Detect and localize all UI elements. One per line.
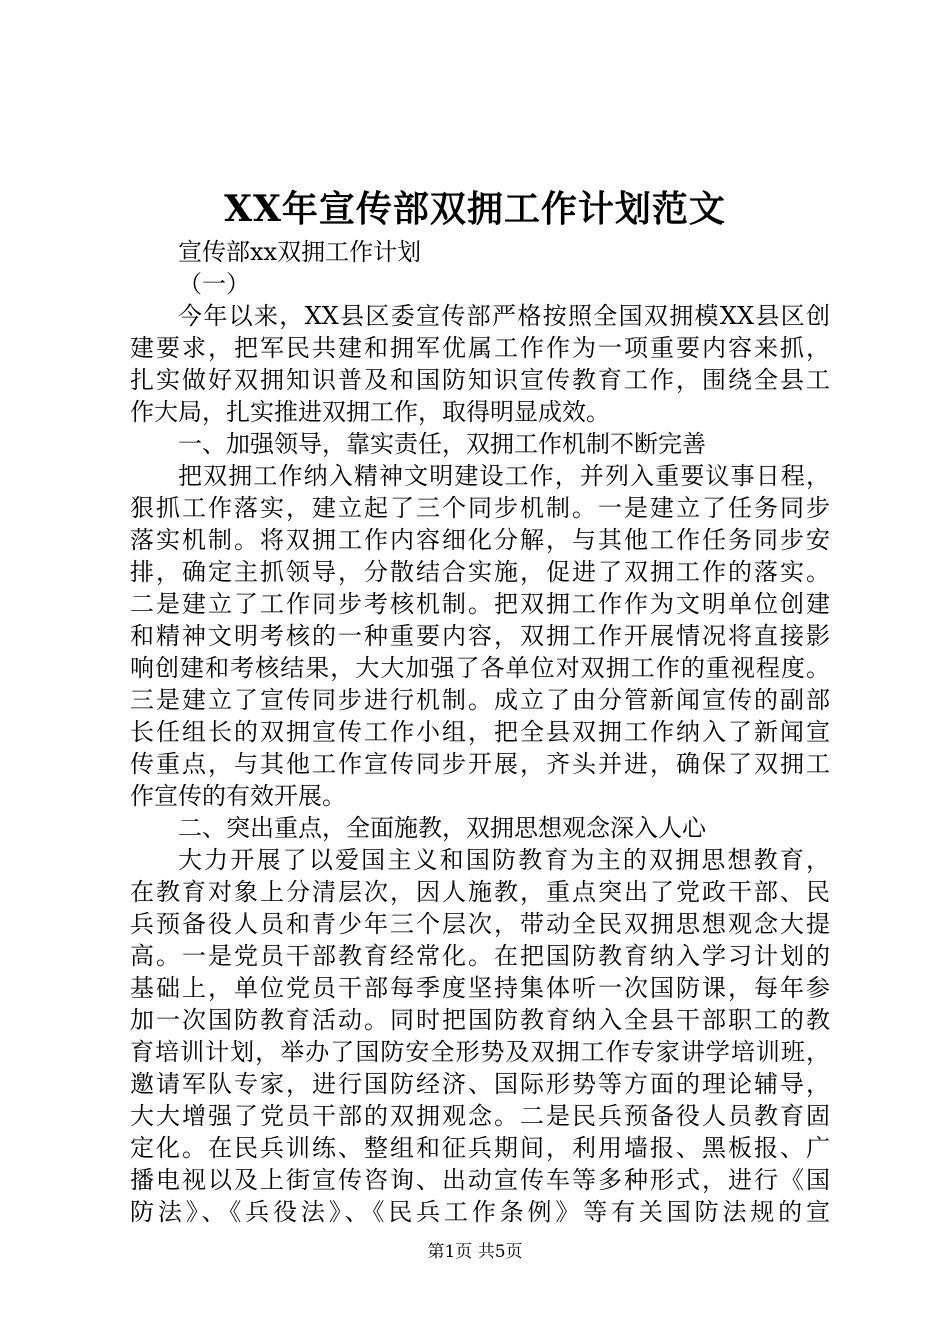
text-line: 邀请军队专家，进行国防经济、国际形势等方面的理论辅导，: [130, 1070, 830, 1098]
text-line: 定化。在民兵训练、整组和征兵期间，利用墙报、黑板报、广: [130, 1134, 830, 1162]
text-line: 传重点，与其他工作宣传同步开展，齐头并进，确保了双拥工: [130, 750, 830, 778]
part-marker: （一）: [178, 270, 250, 298]
text-line: 作宣传的有效开展。: [130, 782, 346, 810]
text-line: 扎实做好双拥知识普及和国防知识宣传教育工作，围绕全县工: [130, 366, 830, 394]
text-line: 防法》、《兵役法》、《民兵工作条例》等有关国防法规的宣: [130, 1198, 830, 1226]
subtitle: 宣传部xx双拥工作计划: [178, 238, 422, 266]
text-line: 和精神文明考核的一种重要内容，双拥工作开展情况将直接影: [130, 622, 830, 650]
text-line: 排，确定主抓领导，分散结合实施，促进了双拥工作的落实。: [130, 558, 830, 586]
text-line: 狠抓工作落实，建立起了三个同步机制。一是建立了任务同步: [130, 494, 830, 522]
text-line: 落实机制。将双拥工作内容细化分解，与其他工作任务同步安: [130, 526, 830, 554]
text-line: 作大局，扎实推进双拥工作，取得明显成效。: [130, 398, 610, 426]
document-body: [130, 236, 830, 1228]
text-line: 二是建立了工作同步考核机制。把双拥工作作为文明单位创建: [130, 590, 830, 618]
text-line: 兵预备役人员和青少年三个层次，带动全民双拥思想观念大提: [130, 910, 830, 938]
text-line: 高。一是党员干部教育经常化。在把国防教育纳入学习计划的: [130, 942, 830, 970]
text-line: 播电视以及上街宣传咨询、出动宣传车等多种形式，进行《国: [130, 1166, 830, 1194]
section-heading: 一、加强领导，靠实责任，双拥工作机制不断完善: [178, 430, 706, 458]
text-line: 建要求，把军民共建和拥军优属工作作为一项重要内容来抓，: [130, 334, 830, 362]
text-line: 把双拥工作纳入精神文明建设工作，并列入重要议事日程，: [178, 462, 830, 490]
text-line: 大力开展了以爱国主义和国防教育为主的双拥思想教育，: [178, 846, 830, 874]
text-line: 育培训计划，举办了国防安全形势及双拥工作专家讲学培训班，: [130, 1038, 830, 1066]
text-line: 三是建立了宣传同步进行机制。成立了由分管新闻宣传的副部: [130, 686, 830, 714]
text-line: 基础上，单位党员干部每季度坚持集体听一次国防课，每年参: [130, 974, 830, 1002]
page-footer: 第1页 共5页: [427, 1242, 523, 1262]
text-line: 加一次国防教育活动。同时把国防教育纳入全县干部职工的教: [130, 1006, 830, 1034]
text-line: 大大增强了党员干部的双拥观念。二是民兵预备役人员教育固: [130, 1102, 830, 1130]
text-line: 今年以来，XX县区委宣传部严格按照全国双拥模XX县区创: [178, 302, 830, 330]
text-line: 长任组长的双拥宣传工作小组，把全县双拥工作纳入了新闻宣: [130, 718, 830, 746]
page-title: XX年宣传部双拥工作计划范文: [224, 188, 726, 230]
text-line: 在教育对象上分清层次，因人施教，重点突出了党政干部、民: [130, 878, 830, 906]
text-line: 响创建和考核结果，大大加强了各单位对双拥工作的重视程度。: [130, 654, 830, 682]
section-heading: 二、突出重点，全面施教，双拥思想观念深入人心: [178, 814, 706, 842]
